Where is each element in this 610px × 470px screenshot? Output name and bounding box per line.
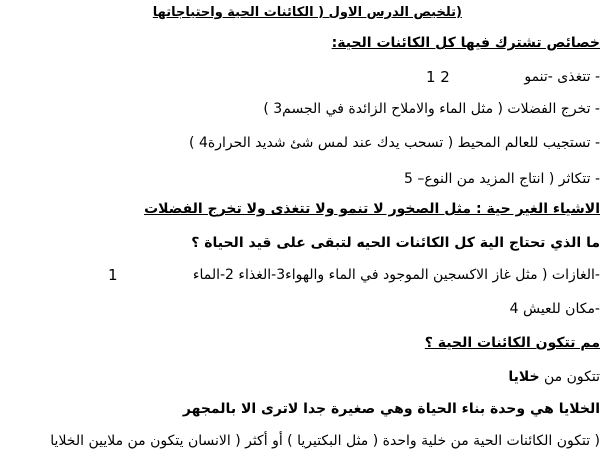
section-heading-characteristics: خصائص تشترك فيها كل الكائنات الحية:	[331, 35, 600, 51]
section-heading-nonliving: الاشياء الغير حية : مثل الصخور لا تنمو ولا تتغذى ولا تخرج الفضلات	[144, 201, 600, 217]
cells-definition: الخلايا هي وحدة بناء الحياة وهي صغيرة جدا لاترى الا بالمجهر	[182, 401, 600, 417]
question-composition: مم تتكون الكائنات الحية ؟	[424, 335, 600, 351]
cells-statement-text: تتكون من	[544, 369, 600, 385]
list-item-place: -مكان للعيش 4	[509, 301, 600, 317]
page-title: (تلخيص الدرس الاول ( الكائنات الحية واحتياجاتها	[152, 5, 462, 20]
list-item-respond: - تستجيب للعالم المحيط ( تسحب يدك عند لمس شئ شديد الحرارة4 )	[189, 135, 600, 151]
question-needs: ما الذي تحتاج الية كل الكائنات الحيه لتبقى على قيد الحياة ؟	[191, 235, 600, 251]
list-item-excrete: - تخرج الفضلات ( مثل الماء والاملاح الزائدة في الجسم3 )	[263, 101, 600, 117]
numbers-row: 1 2	[426, 68, 450, 86]
organisms-cells-note: ( تتكون الكائنات الحية من خلية واحدة ( مثل البكتيريا ) أو أكثر ( الانسان يتكون من ملايين الخلايا	[50, 433, 600, 449]
list-item-reproduce: - تتكاثر ( انتاج المزيد من النوع– 5	[404, 171, 600, 187]
list-item-needs: -الغازات ( مثل غاز الاكسجين الموجود في الماء والهواء3-الغذاء 2-الماء	[192, 267, 600, 283]
list-item-needs-number: 1	[108, 266, 118, 284]
list-item-feeds-grows: - تتغذى -تنمو	[524, 69, 600, 85]
cells-keyword: خلايا	[508, 369, 540, 385]
cells-statement	[508, 368, 600, 386]
